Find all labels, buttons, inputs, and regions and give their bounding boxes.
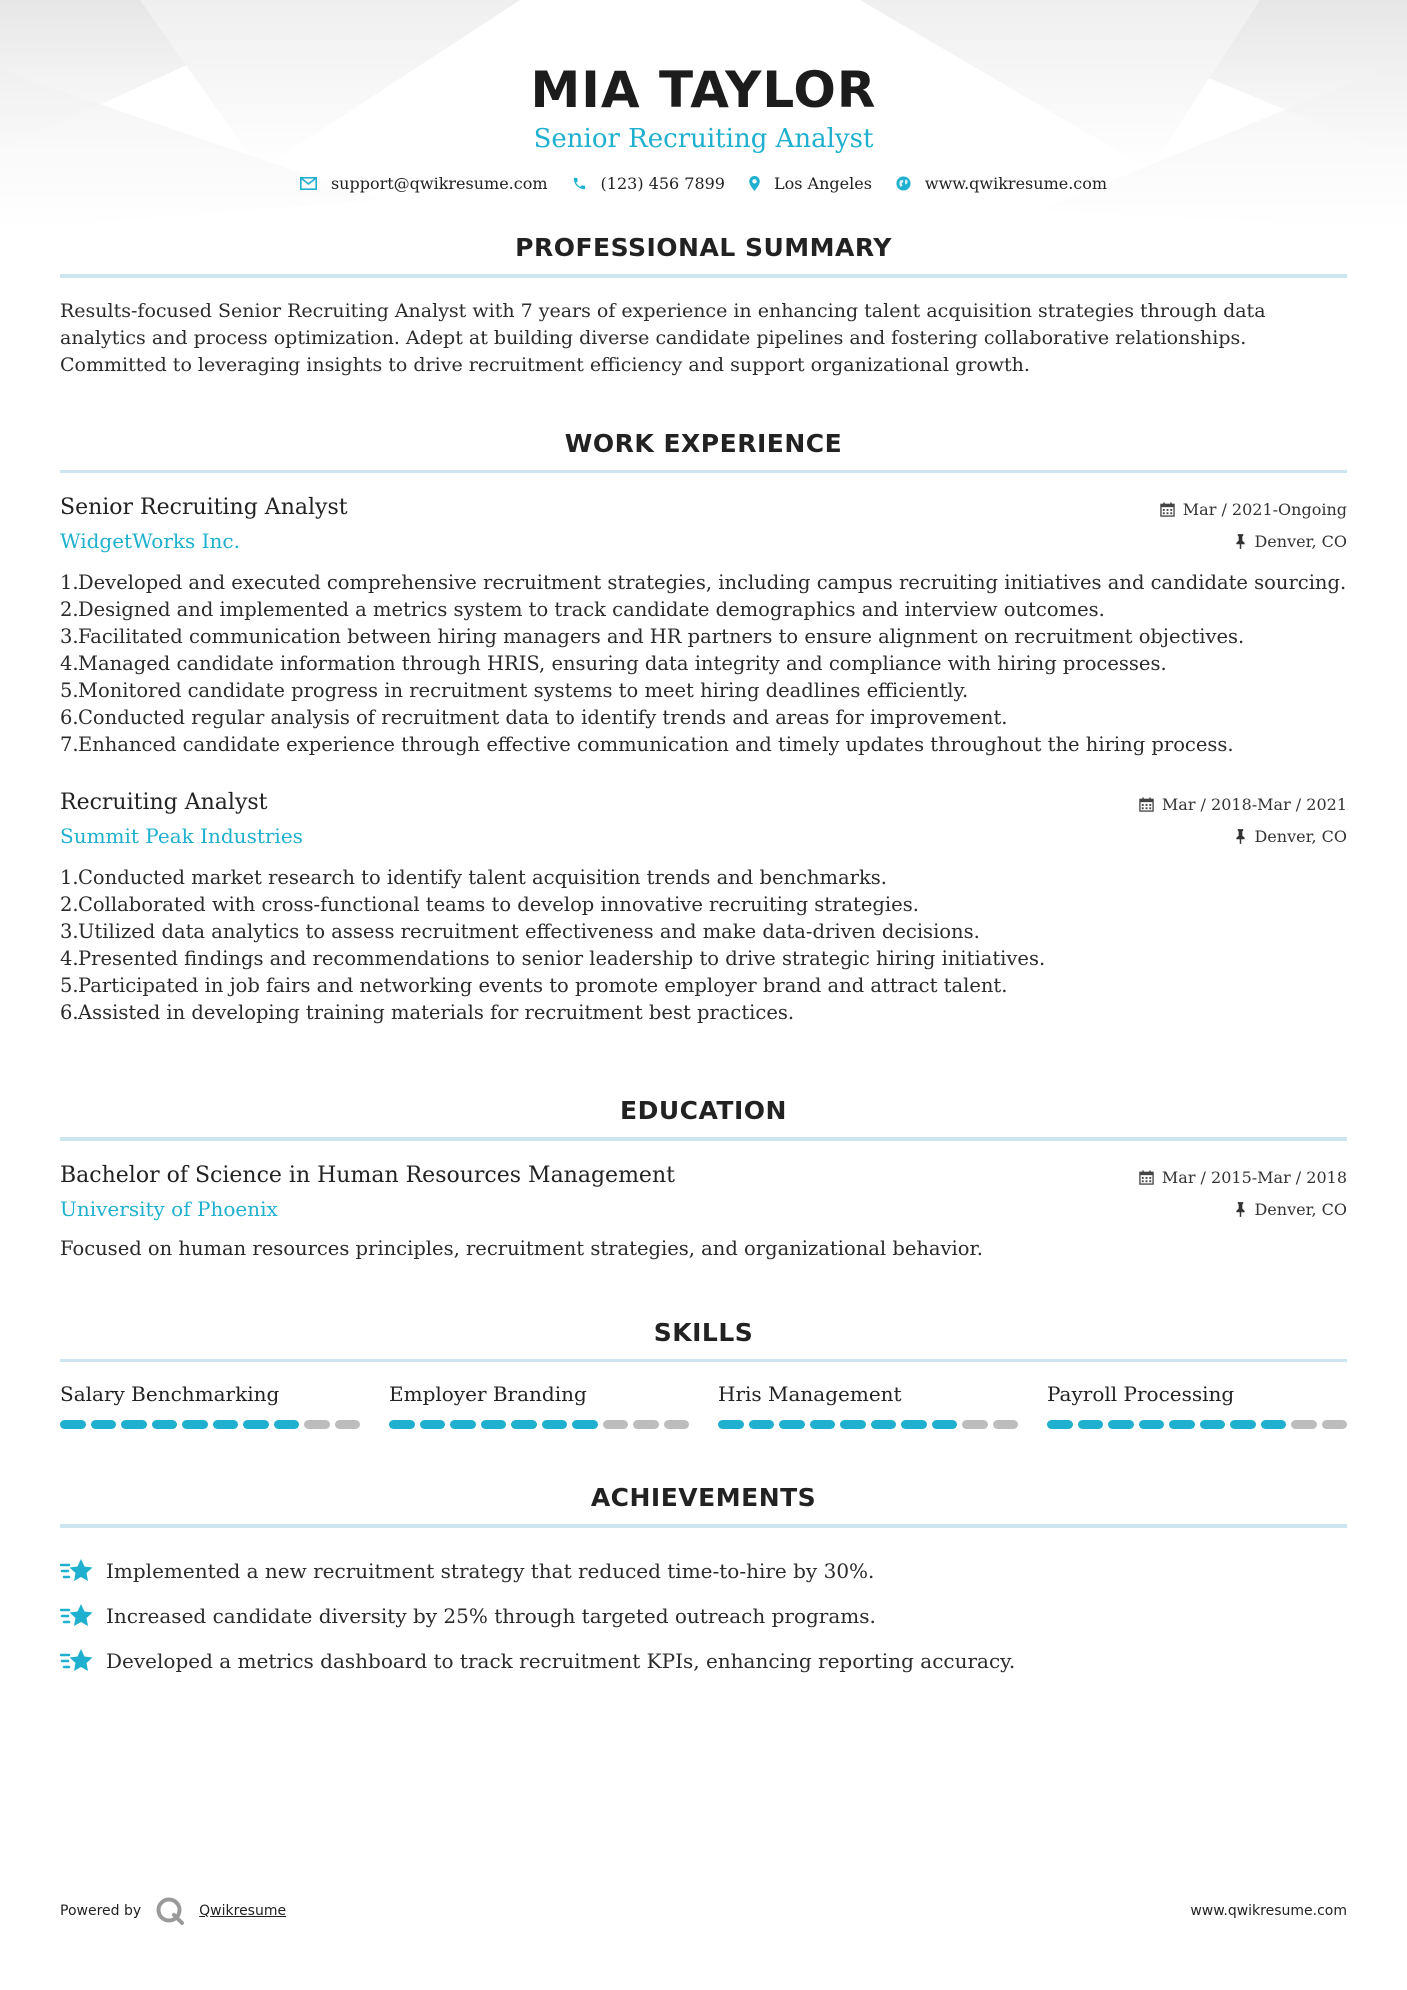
list-item: 2.Designed and implemented a metrics system to track candidate demographics and interview outcomes. xyxy=(60,598,1105,621)
achievements-heading: ACHIEVEMENTS xyxy=(590,1483,817,1512)
job-bullet-list xyxy=(60,569,1347,758)
skill-segment-filled xyxy=(749,1420,775,1429)
list-item: 4.Managed candidate information through HRIS, ensuring data integrity and compliance with hiring processes. xyxy=(60,652,1167,675)
education-description: Focused on human resources principles, recruitment strategies, and organizational behavior. xyxy=(60,1237,983,1260)
skill-name: Hris Management xyxy=(718,1382,902,1406)
star-icon xyxy=(60,1647,94,1675)
skill-segment-filled xyxy=(182,1420,208,1429)
list-item: 2.Collaborated with cross-functional teams to develop innovative recruiting strategies. xyxy=(60,893,919,916)
list-item: 1.Conducted market research to identify talent acquisition trends and benchmarks. xyxy=(60,866,888,889)
skill-segment-filled xyxy=(152,1420,178,1429)
skill-segment-filled xyxy=(481,1420,507,1429)
contact-website[interactable] xyxy=(896,174,1107,193)
skill-segment-empty xyxy=(962,1420,988,1429)
list-item: 6.Conducted regular analysis of recruitment data to identify trends and areas for improvement. xyxy=(60,706,1008,729)
skill-meter xyxy=(60,1420,360,1429)
degree-name: Bachelor of Science in Human Resources Management xyxy=(60,1163,675,1188)
page-footer xyxy=(60,1896,1347,1926)
star-icon xyxy=(60,1602,94,1630)
email-text: support@qwikresume.com xyxy=(330,174,548,193)
skill-segment-filled xyxy=(1047,1420,1073,1429)
skill-segment-filled xyxy=(901,1420,927,1429)
map-pin-icon xyxy=(749,176,760,191)
skill-meter xyxy=(1047,1420,1347,1429)
skill-segment-filled xyxy=(389,1420,415,1429)
skill-segment-filled xyxy=(274,1420,300,1429)
skill-segment-filled xyxy=(871,1420,897,1429)
job-dates: Mar / 2021-Ongoing xyxy=(1182,499,1347,519)
summary-divider xyxy=(60,274,1347,278)
skill-segment-filled xyxy=(1200,1420,1226,1429)
powered-by-label: Powered by xyxy=(60,1903,142,1919)
pushpin-icon xyxy=(1235,1202,1246,1217)
achievement-item xyxy=(60,1638,1347,1683)
achievement-text: Implemented a new recruitment strategy that reduced time-to-hire by 30%. xyxy=(106,1558,875,1583)
job-company: Summit Peak Industries xyxy=(60,824,303,848)
achievement-item xyxy=(60,1593,1347,1638)
list-item: 5.Monitored candidate progress in recruitment systems to meet hiring deadlines efficiently. xyxy=(60,679,969,702)
job-company: WidgetWorks Inc. xyxy=(60,529,240,553)
contact-location xyxy=(749,174,872,193)
list-item: 1.Developed and executed comprehensive recruitment strategies, including campus recruiting initiatives and candidate sourcing. xyxy=(60,571,1347,594)
skills-heading: SKILLS xyxy=(653,1318,754,1347)
skill-segment-filled xyxy=(121,1420,147,1429)
skill-segment-filled xyxy=(1139,1420,1165,1429)
achievements-section xyxy=(60,1483,1347,1683)
skill-segment-empty xyxy=(664,1420,690,1429)
skill-segment-filled xyxy=(572,1420,598,1429)
contact-email[interactable] xyxy=(300,174,548,193)
star-icon xyxy=(60,1557,94,1585)
skill-name: Payroll Processing xyxy=(1047,1382,1235,1406)
skills-divider xyxy=(60,1359,1347,1362)
list-item: 7.Enhanced candidate experience through effective communication and timely updates throughout the hiring process. xyxy=(60,733,1234,756)
skill-segment-empty xyxy=(1291,1420,1317,1429)
job-dates: Mar / 2018-Mar / 2021 xyxy=(1161,794,1347,814)
job-location: Denver, CO xyxy=(1254,826,1347,846)
education-heading: EDUCATION xyxy=(620,1096,787,1125)
candidate-name: MIA TAYLOR xyxy=(530,61,877,119)
education-entry xyxy=(60,1161,1347,1262)
achievements-list xyxy=(60,1548,1347,1683)
skill-segment-empty xyxy=(633,1420,659,1429)
phone-icon xyxy=(572,176,587,191)
skill-segment-filled xyxy=(1261,1420,1287,1429)
qwikresume-logo-icon xyxy=(155,1896,185,1926)
website-text: www.qwikresume.com xyxy=(924,174,1108,193)
contact-phone[interactable] xyxy=(572,174,725,193)
skill-segment-filled xyxy=(542,1420,568,1429)
skills-section xyxy=(60,1318,1347,1429)
skill-item xyxy=(389,1380,689,1429)
skill-segment-empty xyxy=(993,1420,1019,1429)
skill-segment-filled xyxy=(243,1420,269,1429)
skill-segment-filled xyxy=(213,1420,239,1429)
envelope-icon xyxy=(300,177,317,190)
phone-text: (123) 456 7899 xyxy=(600,174,725,193)
skill-segment-filled xyxy=(60,1420,86,1429)
job-location: Denver, CO xyxy=(1254,531,1347,551)
education-dates: Mar / 2015-Mar / 2018 xyxy=(1161,1167,1347,1187)
list-item: 4.Presented findings and recommendations to senior leadership to drive strategic hiring initiatives. xyxy=(60,947,1046,970)
skill-segment-filled xyxy=(779,1420,805,1429)
contact-row xyxy=(60,174,1347,193)
list-item: 3.Utilized data analytics to assess recruitment effectiveness and make data-driven decisions. xyxy=(60,920,980,943)
list-item: 6.Assisted in developing training materials for recruitment best practices. xyxy=(60,1001,795,1024)
skill-segment-empty xyxy=(335,1420,361,1429)
skill-name: Employer Branding xyxy=(389,1382,587,1406)
skill-meter xyxy=(718,1420,1018,1429)
education-location: Denver, CO xyxy=(1254,1199,1347,1219)
skill-segment-filled xyxy=(91,1420,117,1429)
skill-segment-empty xyxy=(603,1420,629,1429)
powered-by xyxy=(60,1896,286,1926)
pushpin-icon xyxy=(1235,829,1246,844)
skill-segment-filled xyxy=(932,1420,958,1429)
skill-segment-filled xyxy=(1230,1420,1256,1429)
experience-section xyxy=(60,429,1347,1026)
skill-segment-filled xyxy=(1108,1420,1134,1429)
education-divider xyxy=(60,1137,1347,1141)
globe-icon xyxy=(896,176,911,191)
calendar-icon xyxy=(1139,1170,1154,1185)
candidate-title: Senior Recruiting Analyst xyxy=(533,124,874,154)
skill-item xyxy=(718,1380,1018,1429)
skill-segment-empty xyxy=(1322,1420,1348,1429)
skill-segment-filled xyxy=(1169,1420,1195,1429)
list-item: 3.Facilitated communication between hiring managers and HR partners to ensure alignment on recruitment objectives. xyxy=(60,625,1245,648)
summary-section xyxy=(60,233,1347,379)
job-role: Recruiting Analyst xyxy=(60,790,268,815)
skill-name: Salary Benchmarking xyxy=(60,1382,280,1406)
skill-segment-filled xyxy=(511,1420,537,1429)
achievements-divider xyxy=(60,1524,1347,1528)
list-item: 5.Participated in job fairs and networking events to promote employer brand and attract talent. xyxy=(60,974,1008,997)
achievement-text: Increased candidate diversity by 25% through targeted outreach programs. xyxy=(106,1603,876,1628)
skill-segment-filled xyxy=(450,1420,476,1429)
calendar-icon xyxy=(1160,502,1175,517)
achievement-item xyxy=(60,1548,1347,1593)
summary-text: Results-focused Senior Recruiting Analyst with 7 years of experience in enhancing talent acquisition strategies through data analytics and process optimization. Adept at building diverse candidate pipelines and fostering collaborative relationships. Committed to leveraging insights to drive recruitment efficiency and support organizational growth. xyxy=(60,300,1266,376)
job-entry xyxy=(60,788,1347,1026)
achievement-text: Developed a metrics dashboard to track recruitment KPIs, enhancing reporting accuracy. xyxy=(106,1648,1016,1673)
experience-divider xyxy=(60,470,1347,473)
job-bullet-list xyxy=(60,864,1347,1026)
job-role: Senior Recruiting Analyst xyxy=(60,495,348,520)
skill-item xyxy=(60,1380,360,1429)
summary-heading: PROFESSIONAL SUMMARY xyxy=(515,233,892,262)
skill-segment-filled xyxy=(718,1420,744,1429)
qwikresume-link[interactable]: Qwikresume xyxy=(199,1903,287,1919)
skill-segment-filled xyxy=(810,1420,836,1429)
skill-meter xyxy=(389,1420,689,1429)
school-name: University of Phoenix xyxy=(60,1197,278,1221)
skill-segment-filled xyxy=(840,1420,866,1429)
education-section xyxy=(60,1096,1347,1262)
resume-header xyxy=(60,0,1347,193)
skill-segment-filled xyxy=(1078,1420,1104,1429)
skill-segment-empty xyxy=(304,1420,330,1429)
footer-website[interactable]: www.qwikresume.com xyxy=(1190,1903,1347,1919)
calendar-icon xyxy=(1139,797,1154,812)
experience-heading: WORK EXPERIENCE xyxy=(564,429,843,458)
pushpin-icon xyxy=(1235,534,1246,549)
location-text: Los Angeles xyxy=(773,174,872,193)
skill-segment-filled xyxy=(420,1420,446,1429)
job-entry xyxy=(60,493,1347,758)
skill-item xyxy=(1047,1380,1347,1429)
skills-grid xyxy=(60,1380,1347,1429)
